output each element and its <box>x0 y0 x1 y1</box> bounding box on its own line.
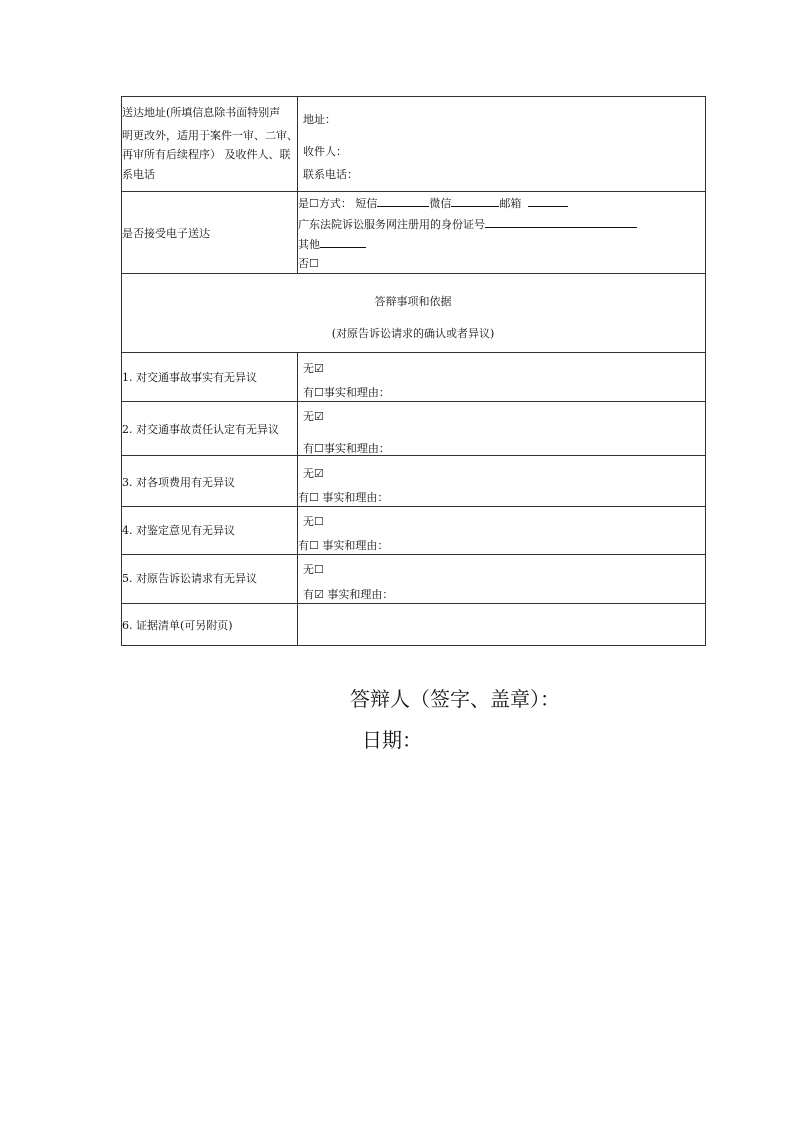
item-label: 1. 对交通事故事实有无异议 <box>122 371 257 384</box>
wechat-field[interactable] <box>451 195 499 207</box>
id-label: 广东法院诉讼服务网注册用的身份证号 <box>298 218 485 231</box>
delivery-label: 系电话 <box>122 168 155 181</box>
other-label: 其他 <box>298 238 320 251</box>
item-no-option[interactable]: 无☐ <box>303 563 324 576</box>
row-divider <box>121 506 705 507</box>
email-field[interactable] <box>528 195 568 207</box>
item-yes-option[interactable]: 有☐事实和理由： <box>303 386 390 399</box>
item-no-option[interactable]: 无☑ <box>303 410 324 423</box>
delivery-label: 送达地址(所填信息除书面特别声 <box>122 106 281 119</box>
id-field[interactable] <box>485 216 637 228</box>
electronic-no-option[interactable]: 否☐ <box>298 257 319 270</box>
row-divider <box>121 191 705 192</box>
table-border <box>121 96 705 97</box>
email-label: 邮箱 <box>499 197 522 210</box>
item-no-option[interactable]: 无☑ <box>303 362 324 375</box>
item-no-option[interactable]: 无☐ <box>303 515 324 528</box>
item-yes-option[interactable]: 有☐ 事实和理由： <box>298 491 389 504</box>
recipient-field[interactable]: 收件人： <box>303 145 347 158</box>
phone-field[interactable]: 联系电话： <box>303 168 358 181</box>
row-divider <box>121 455 705 456</box>
row-divider <box>121 352 705 353</box>
row-divider <box>121 554 705 555</box>
item-label: 5. 对原告诉讼请求有无异议 <box>122 572 257 585</box>
signer-label: 答辩人（签字、盖章）： <box>350 687 560 711</box>
defense-subtitle: (对原告诉讼请求的确认或者异议) <box>331 327 495 340</box>
date-label: 日期： <box>362 728 422 752</box>
electronic-label: 是否接受电子送达 <box>122 227 210 240</box>
row-divider <box>121 401 705 402</box>
sms-field[interactable] <box>377 195 429 207</box>
defense-title: 答辩事项和依据 <box>374 295 452 308</box>
item-yes-option[interactable]: 有☐ 事实和理由： <box>298 539 389 552</box>
item-yes-option[interactable]: 有☐事实和理由： <box>303 442 390 455</box>
delivery-label: 再审所有后续程序） 及收件人、联 <box>122 148 291 161</box>
evidence-label: 6. 证据清单(可另附页) <box>122 619 233 632</box>
item-no-option[interactable]: 无☑ <box>303 467 324 480</box>
delivery-label: 明更改外，适用于案件一审、二审、 <box>122 129 298 142</box>
table-border <box>705 96 706 646</box>
table-border <box>121 645 705 646</box>
other-field[interactable] <box>320 236 366 248</box>
item-label: 2. 对交通事故责任认定有无异议 <box>122 423 279 436</box>
electronic-yes-option[interactable]: 是☐方式： 短信 <box>298 197 378 210</box>
evidence-field[interactable] <box>298 604 704 645</box>
item-label: 4. 对鉴定意见有无异议 <box>122 524 235 537</box>
address-field[interactable]: 地址： <box>303 113 336 126</box>
item-yes-option[interactable]: 有☑ 事实和理由： <box>303 588 394 601</box>
row-divider <box>121 273 705 274</box>
electronic-yes-line[interactable] <box>298 195 568 211</box>
item-label: 3. 对各项费用有无异议 <box>122 476 235 489</box>
wechat-label: 微信 <box>429 197 452 210</box>
